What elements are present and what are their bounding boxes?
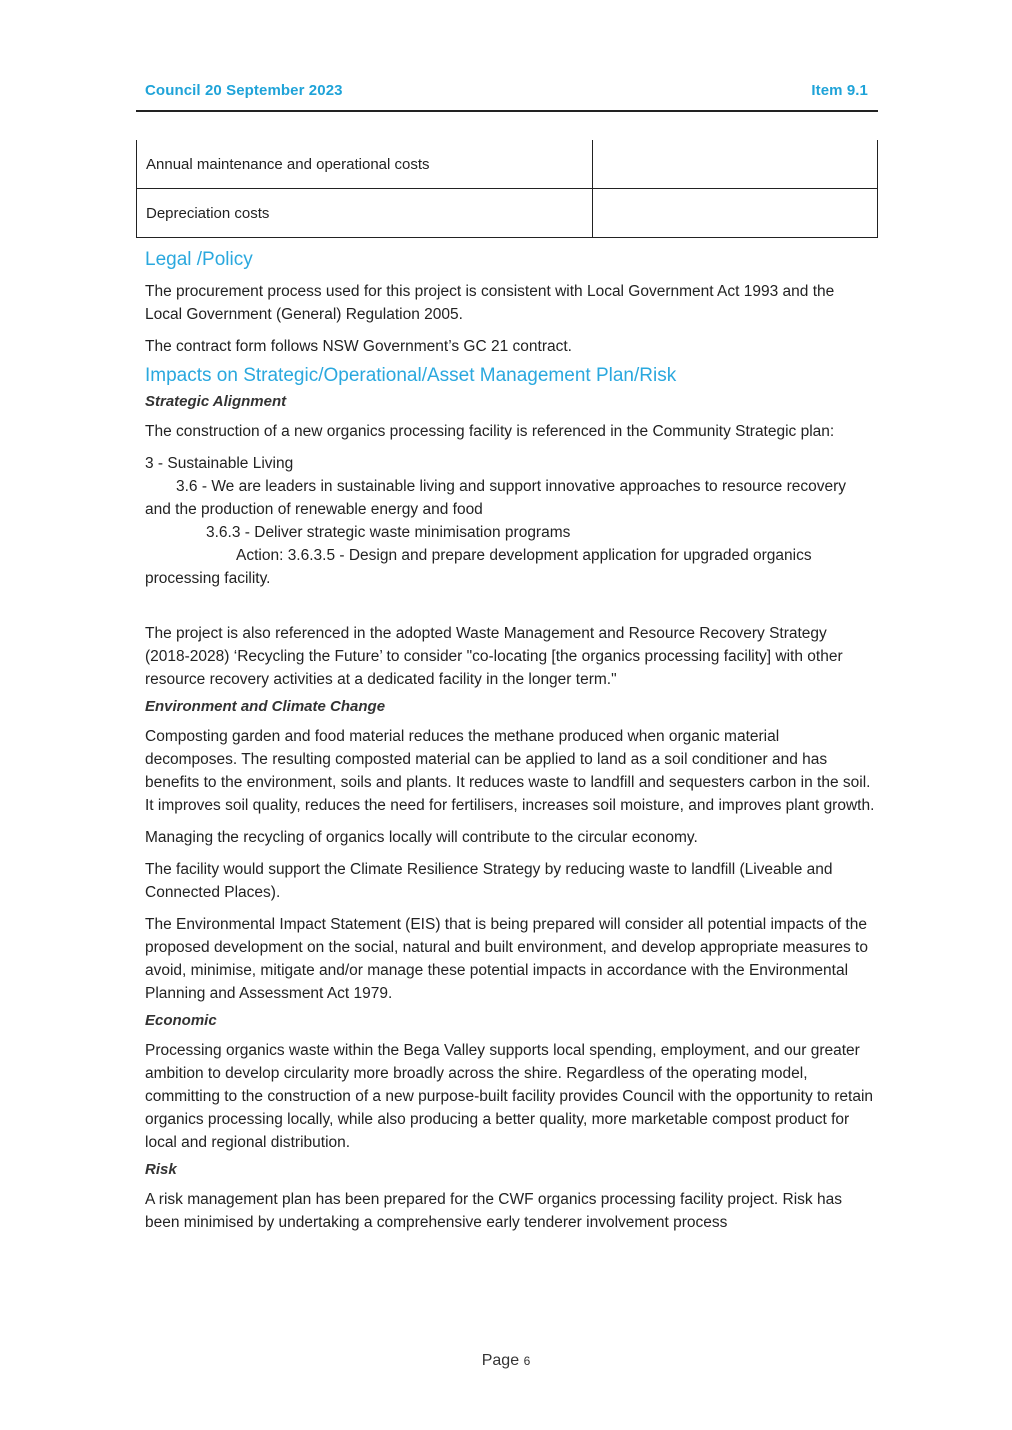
cost-value	[593, 140, 878, 189]
page-number: 6	[523, 1354, 531, 1368]
strategic-paragraph-2: The project is also referenced in the adopted Waste Management and Resource Recovery Strategy (2018-2028) ‘Recycling the Future’ to consider "co-locating [the organics processing facility] with other resource recovery activities at a dedicated facility in the longer term."	[145, 625, 843, 688]
legal-paragraph-1: The procurement process used for this project is consistent with Local Government Act 1993 and the Local Government (General) Regulation 2005.	[145, 283, 835, 323]
environment-paragraph-2: Managing the recycling of organics locally will contribute to the circular economy.	[145, 829, 698, 846]
strategic-intro: The construction of a new organics processing facility is referenced in the Community Strategic plan:	[145, 423, 835, 440]
page-footer	[0, 1352, 1012, 1370]
economic-paragraph-1: Processing organics waste within the Bega Valley supports local spending, employment, and our greater ambition to develop circularity more broadly across the shire. Regardless of the operating model, committing to the construction of a new purpose-built facility provides Council with the opportunity to retain organics processing locally, while also producing a better quality, more marketable compost product for local and regional distribution.	[145, 1042, 874, 1151]
risk-heading: Risk	[145, 1161, 177, 1178]
strategic-outline	[145, 452, 875, 590]
environment-heading: Environment and Climate Change	[145, 698, 386, 715]
legal-policy-heading: Legal /Policy	[145, 249, 253, 270]
document-body	[145, 246, 875, 1243]
economic-heading: Economic	[145, 1012, 217, 1029]
cost-value	[593, 189, 878, 238]
table-row	[137, 140, 878, 189]
environment-paragraph-4: The Environmental Impact Statement (EIS) that is being prepared will consider all potential impacts of the proposed development on the social, natural and built environment, and develop appropriate measures to avoid, minimise, mitigate and/or manage these potential impacts in accordance with the Environmental Planning and Assessment Act 1979.	[145, 916, 868, 1002]
outline-level-1: 3 - Sustainable Living	[145, 455, 294, 472]
impacts-heading: Impacts on Strategic/Operational/Asset Management Plan/Risk	[145, 365, 677, 386]
environment-paragraph-3: The facility would support the Climate Resilience Strategy by reducing waste to landfill (Liveable and Connected Places).	[145, 861, 833, 901]
meeting-title: Council 20 September 2023	[145, 82, 343, 99]
page-label: Page	[481, 1352, 520, 1369]
page-header	[136, 80, 878, 112]
table-row	[137, 189, 878, 238]
risk-paragraph-1: A risk management plan has been prepared for the CWF organics processing facility project. Risk has been minimised by undertaking a comprehensive early tenderer involvement process	[145, 1191, 842, 1231]
legal-paragraph-2: The contract form follows NSW Government’s GC 21 contract.	[145, 338, 572, 355]
outline-level-3: 3.6.3 - Deliver strategic waste minimisation programs	[206, 524, 571, 541]
outline-level-4: Action: 3.6.3.5 - Design and prepare development application for upgraded organics processing facility.	[145, 547, 812, 587]
strategic-alignment-heading: Strategic Alignment	[145, 393, 287, 410]
cost-label: Annual maintenance and operational costs	[137, 140, 593, 189]
outline-level-2: 3.6 - We are leaders in sustainable living and support innovative approaches to resource recovery and the production of renewable energy and food	[145, 478, 847, 518]
cost-table	[136, 140, 878, 238]
environment-paragraph-1: Composting garden and food material reduces the methane produced when organic material decomposes. The resulting composted material can be applied to land as a soil conditioner and has benefits to the environment, soils and plants. It reduces waste to landfill and sequesters carbon in the soil. It improves soil quality, reduces the need for fertilisers, increases soil moisture, and improves plant growth.	[145, 728, 875, 814]
item-number: Item 9.1	[811, 82, 868, 99]
cost-label: Depreciation costs	[137, 189, 593, 238]
